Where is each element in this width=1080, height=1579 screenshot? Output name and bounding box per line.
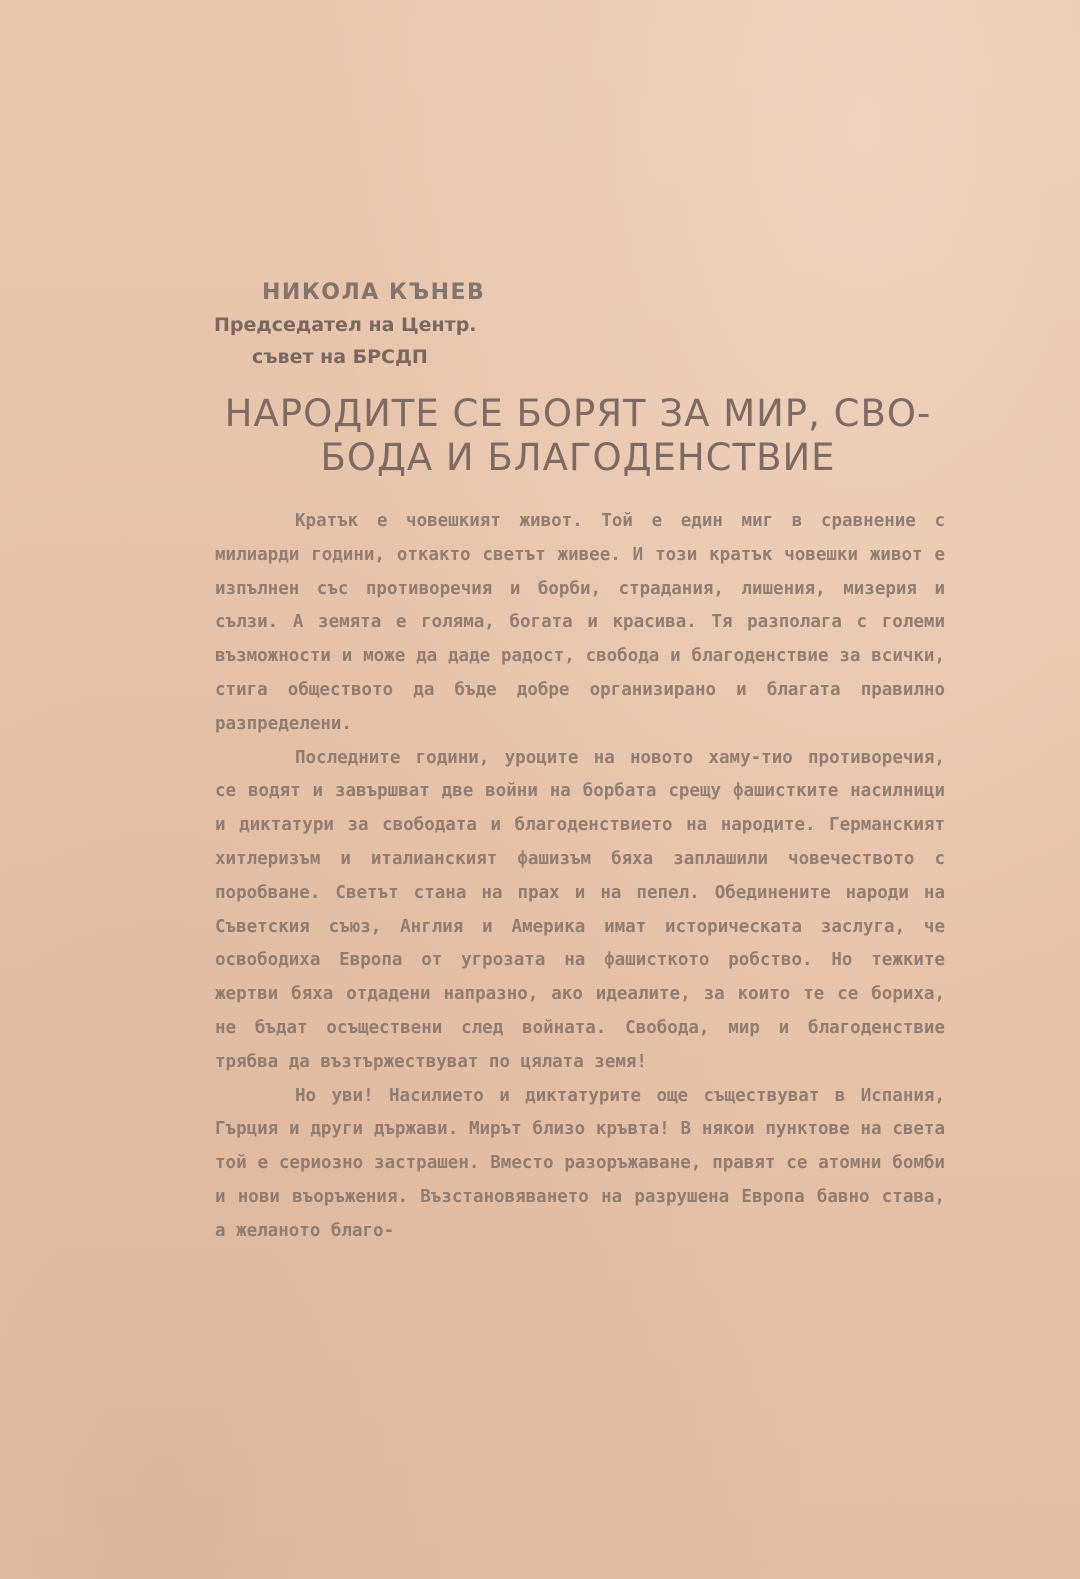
article-paragraph: Последните години, уроците на новото хаму-тио противоречия, се водят и завършват две войни на борбата срещу фашистките насилници и диктатури за свободата и благоденствието на народите. Германският хитлеризъм и италианският фашизъм бяха заплашили човечеството с поробване. Светът стана на прах и на пепел. Обединените народи на Съветския съюз, Англия и Америка имат историческата заслуга, че освободиха Европа от угрозата на фашисткото робство. Но тежките жертви бяха отдадени напразно, ако идеалите, за които те се бориха, не бъдат осъществени след войната. Свобода, мир и благоденствие трябва да възтържествуват по цялата земя! bbox=[215, 747, 945, 1072]
author-role: Председател на Центр. bbox=[214, 314, 477, 336]
article-body bbox=[215, 505, 945, 1249]
article-paragraph: Но уви! Насилието и диктатурите още съществуват в Испания, Гърция и други държави. Мирът близо кръвта! В някои пунктове на света той е сериозно застрашен. Вместо разоръжаване, правят се атомни бомби и нови въоръжения. Възстановяването на разрушена Европа бавно става, а желаното благо- bbox=[215, 1085, 945, 1241]
article-title bbox=[208, 392, 948, 480]
author-name: НИКОЛА КЪНЕВ bbox=[262, 280, 486, 305]
article-paragraph: Кратък е човешкият живот. Той е един миг в сравнение с милиарди години, откакто светът живее. И този кратък човешки живот е изпълнен със противоречия и борби, страдания, лишения, мизерия и сълзи. А земята е голяма, богата и красива. Тя разполага с големи възможности и може да даде радост, свобода и благоденствие за всички, стига обществото да бъде добре организирано и благата правилно разпределени. bbox=[215, 511, 945, 734]
article-title-line: БОДА И БЛАГОДЕНСТВИЕ bbox=[320, 436, 836, 479]
author-organization: съвет на БРСДП bbox=[252, 346, 428, 368]
article-title-line: НАРОДИТЕ СЕ БОРЯТ ЗА МИР, СВО- bbox=[224, 392, 932, 435]
